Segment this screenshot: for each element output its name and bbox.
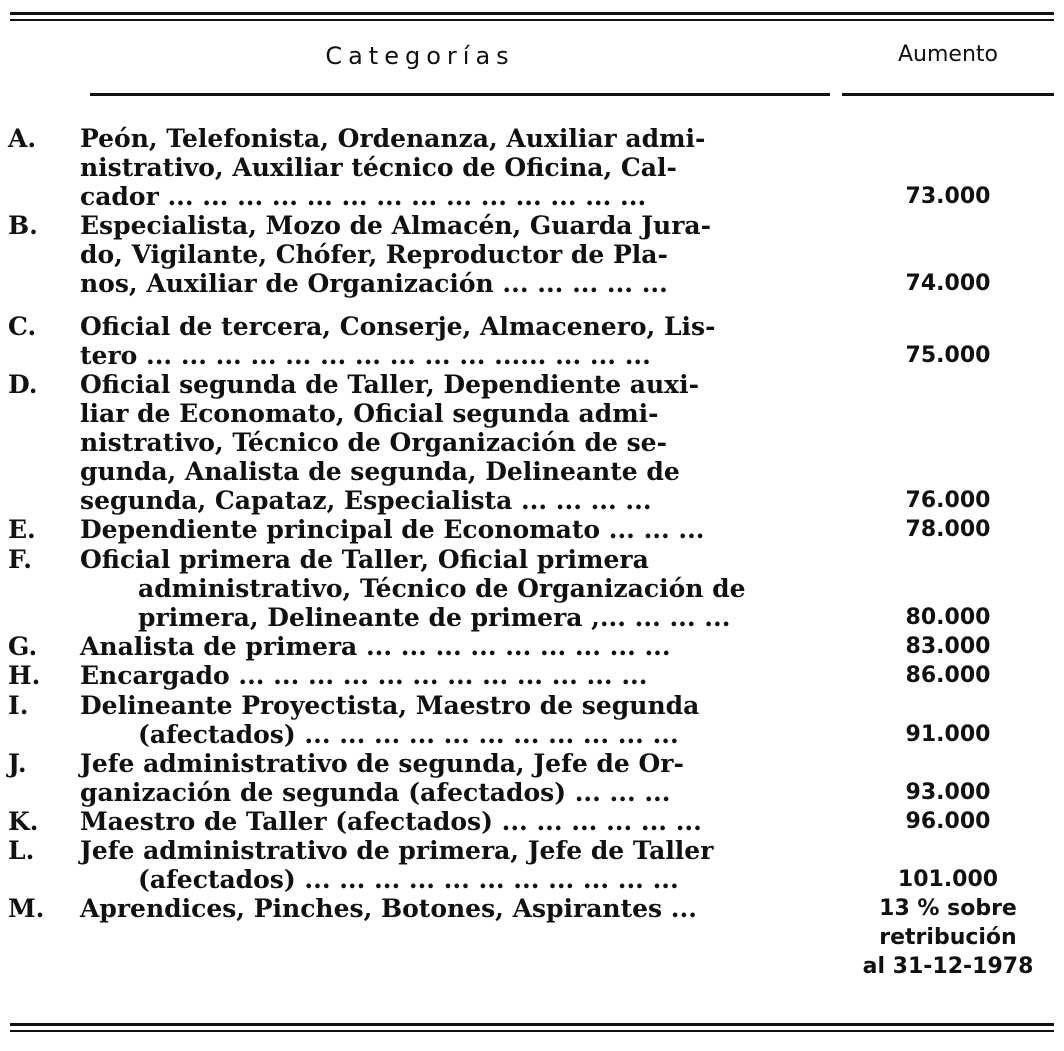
description-line: Oficial segunda de Taller, Dependiente auxi- <box>80 370 699 399</box>
header-rule-left <box>90 93 830 96</box>
category-description <box>80 661 815 690</box>
increase-value-line: 73.000 <box>905 184 991 209</box>
category-description <box>80 632 815 661</box>
category-letter: M. <box>8 894 45 923</box>
category-description <box>80 545 815 632</box>
description-line: nistrativo, Auxiliar técnico de Oficina, Cal- <box>80 153 677 182</box>
category-letter: C. <box>8 312 37 341</box>
description-line: Delineante Proyectista, Maestro de segunda <box>80 691 700 720</box>
increase-value-line: al 31-12-1978 <box>862 954 1034 979</box>
category-letter: E. <box>8 515 36 544</box>
column-header-categories: Categorías <box>325 42 515 70</box>
category-letter: H. <box>8 661 41 690</box>
category-description <box>80 370 815 515</box>
description-line: Aprendices, Pinches, Botones, Aspirantes ... <box>80 894 697 923</box>
increase-value <box>842 720 1054 749</box>
increase-value-line: 80.000 <box>905 605 991 630</box>
increase-value-line: 76.000 <box>905 488 991 513</box>
category-letter: A. <box>8 124 37 153</box>
increase-value-line: retribución <box>879 925 1017 950</box>
header-rule-right <box>842 93 1054 96</box>
category-description <box>80 312 815 370</box>
category-description <box>80 124 815 211</box>
description-line: Jefe administrativo de segunda, Jefe de Or- <box>80 749 684 778</box>
description-line: nistrativo, Técnico de Organización de se- <box>80 428 667 457</box>
description-line: liar de Economato, Oficial segunda admi- <box>80 399 659 428</box>
increase-value <box>842 661 1054 690</box>
description-line: segunda, Capataz, Especialista ... ... ... ... <box>80 486 652 515</box>
category-description <box>80 807 815 836</box>
category-letter: F. <box>8 545 32 574</box>
description-line: Encargado ... ... ... ... ... ... ... ... ... ... ... ... <box>80 661 648 690</box>
description-line: Maestro de Taller (afectados) ... ... ... ... ... ... <box>80 807 702 836</box>
category-letter: K. <box>8 807 39 836</box>
increase-value-line: 93.000 <box>905 780 991 805</box>
category-description <box>80 515 815 544</box>
category-description <box>80 211 815 298</box>
increase-value <box>842 778 1054 807</box>
increase-value-line: 74.000 <box>905 271 991 296</box>
description-line: Oficial primera de Taller, Oficial primera <box>80 545 649 574</box>
increase-value-line: 101.000 <box>897 867 999 892</box>
top-double-rule-1 <box>10 12 1054 15</box>
increase-value <box>842 894 1054 981</box>
category-description <box>80 894 815 923</box>
description-line: primera, Delineante de primera ,... ... ... ... <box>138 603 731 632</box>
description-line: tero ... ... ... ... ... ... ... ... ... ... ...... ... ... ... <box>80 341 651 370</box>
increase-value <box>842 269 1054 298</box>
category-letter: L. <box>8 836 35 865</box>
description-line: Peón, Telefonista, Ordenanza, Auxiliar admi- <box>80 124 706 153</box>
increase-value-line: 13 % sobre <box>879 896 1017 921</box>
increase-value <box>842 182 1054 211</box>
description-line: gunda, Analista de segunda, Delineante de <box>80 457 680 486</box>
description-line: nos, Auxiliar de Organización ... ... ... ... ... <box>80 269 668 298</box>
category-description <box>80 691 815 749</box>
description-line: cador ... ... ... ... ... ... ... ... ... ... ... ... ... ... <box>80 182 647 211</box>
category-description <box>80 749 815 807</box>
increase-value <box>842 807 1054 836</box>
increase-value-line: 78.000 <box>905 517 991 542</box>
increase-value <box>842 515 1054 544</box>
increase-value-line: 83.000 <box>905 634 991 659</box>
bottom-double-rule-2 <box>10 1030 1054 1032</box>
description-line: Especialista, Mozo de Almacén, Guarda Jura- <box>80 211 711 240</box>
description-line: (afectados) ... ... ... ... ... ... ... ... ... ... ... <box>138 865 679 894</box>
column-header-increase: Aumento <box>898 42 998 67</box>
description-line: (afectados) ... ... ... ... ... ... ... ... ... ... ... <box>138 720 679 749</box>
description-line: Dependiente principal de Economato ... ... ... <box>80 515 705 544</box>
increase-value <box>842 632 1054 661</box>
category-description <box>80 836 815 894</box>
increase-value-line: 75.000 <box>905 343 991 368</box>
description-line: administrativo, Técnico de Organización de <box>138 574 746 603</box>
category-letter: B. <box>8 211 38 240</box>
category-letter: J. <box>8 749 27 778</box>
description-line: Jefe administrativo de primera, Jefe de Taller <box>80 836 714 865</box>
description-line: Oficial de tercera, Conserje, Almacenero, Lis- <box>80 312 716 341</box>
bottom-double-rule-1 <box>10 1023 1054 1026</box>
category-letter: G. <box>8 632 38 661</box>
increase-value-line: 91.000 <box>905 722 991 747</box>
increase-value <box>842 865 1054 894</box>
increase-value-line: 86.000 <box>905 663 991 688</box>
top-double-rule-2 <box>10 19 1054 21</box>
description-line: ganización de segunda (afectados) ... ... ... <box>80 778 671 807</box>
increase-value <box>842 486 1054 515</box>
increase-value <box>842 603 1054 632</box>
description-line: Analista de primera ... ... ... ... ... ... ... ... ... <box>80 632 671 661</box>
description-line: do, Vigilante, Chófer, Reproductor de Pla- <box>80 240 668 269</box>
category-letter: I. <box>8 691 29 720</box>
category-letter: D. <box>8 370 38 399</box>
increase-value <box>842 341 1054 370</box>
increase-value-line: 96.000 <box>905 809 991 834</box>
